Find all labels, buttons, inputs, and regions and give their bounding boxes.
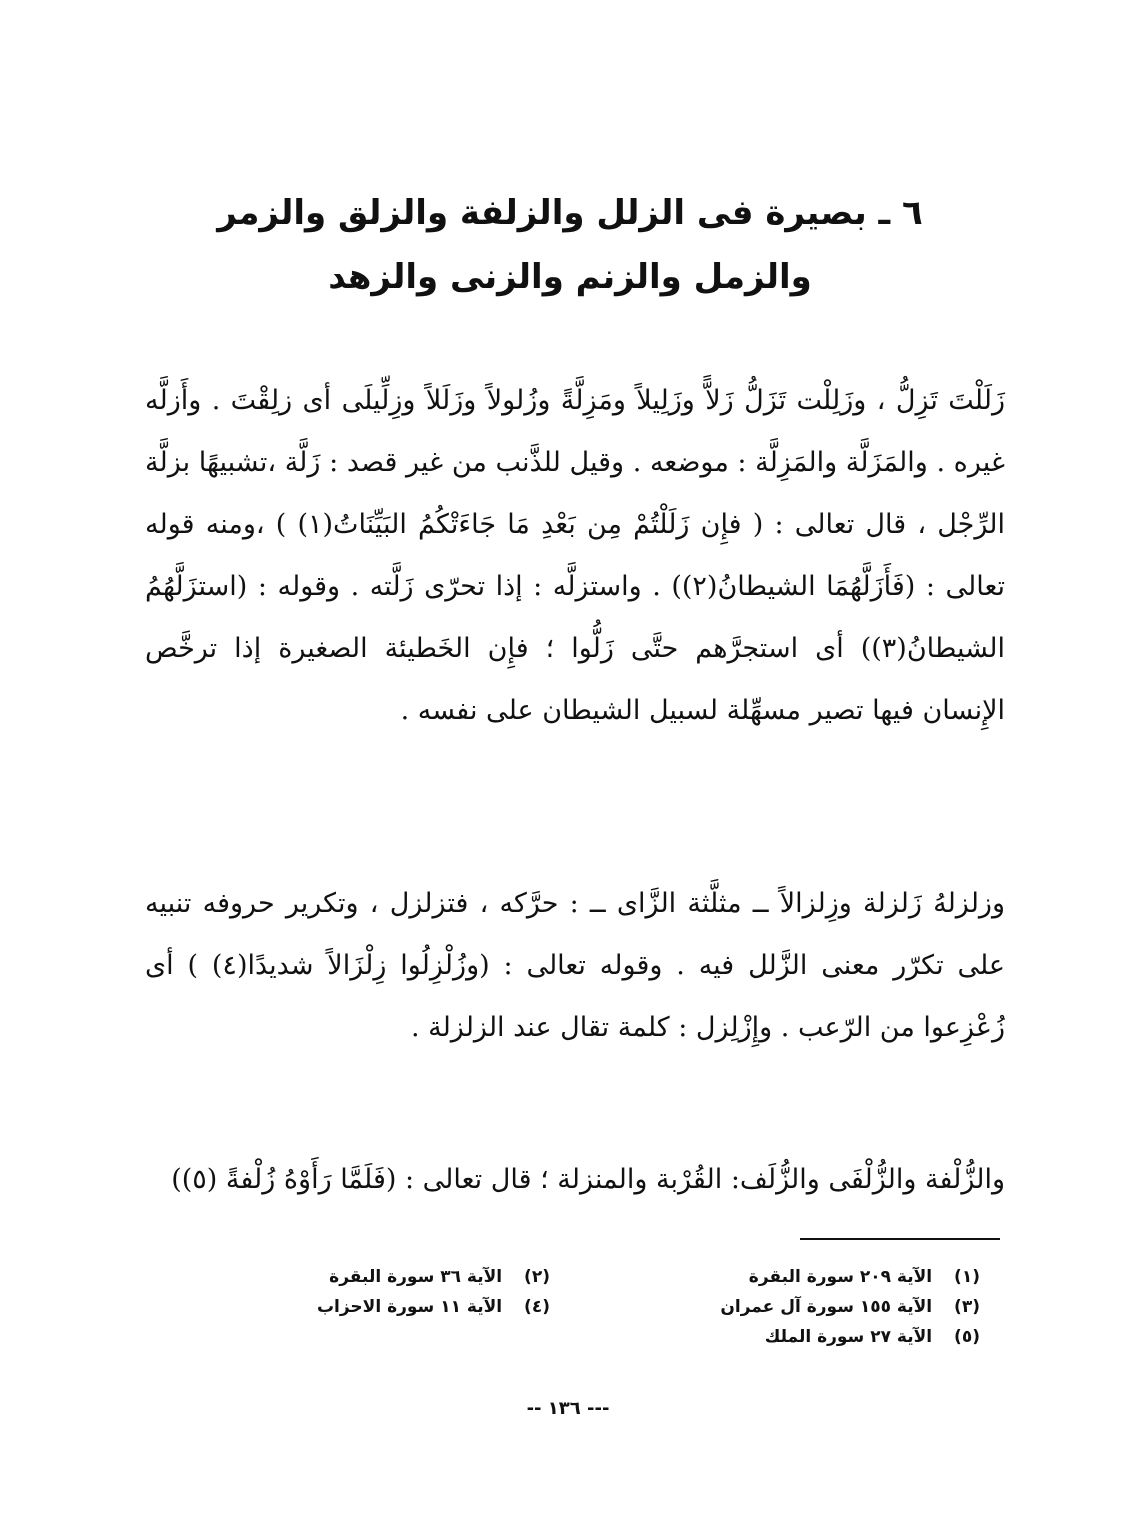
- footnotes-right-column: [660, 1262, 980, 1352]
- footnote-number: (٥): [954, 1327, 980, 1347]
- footnote-text: الآية ٣٦ سورة البقرة: [329, 1267, 503, 1287]
- footnote-4: [230, 1292, 550, 1322]
- footnote-number: (٣): [954, 1297, 980, 1317]
- section-title-line-2: والزمل والزنم والزنى والزهد: [328, 257, 812, 297]
- footnote-text: الآية ٢٠٩ سورة البقرة: [748, 1267, 933, 1287]
- footnote-number: (٤): [524, 1297, 550, 1317]
- page-number: --- ١٣٦ --: [526, 1398, 610, 1419]
- footnotes-left-column: [230, 1262, 550, 1322]
- footnote-3: [660, 1292, 980, 1322]
- paragraph-zalzala: وزلزلهُ زَلزلة وزِلزالاً ــ مثلَّثة الزَّاى ــ : حرَّكه ، فتزلزل ، وتكرير حروفه تنبيه على تكرّر معنى الزَّلل فيه . وقوله تعالى : (وزُلْزِلُوا زِلْزَالاً شديدًا(٤) ) أى زُعْزِعوا من الرّعب . وإِزْلِزل : كلمة تقال عند الزلزلة .: [145, 888, 1005, 1043]
- paragraph-zulfa: والزُّلْفة والزُّلْفَى والزُّلَف: القُرْبة والمنزلة ؛ قال تعالى : (فَلَمَّا رَأَوْهُ زُلْفةً (٥)): [171, 1164, 1005, 1195]
- footnote-number: (٢): [524, 1267, 550, 1287]
- footnote-text: الآية ١٥٥ سورة آل عمران: [720, 1297, 933, 1317]
- footnote-divider: [800, 1238, 1000, 1240]
- footnote-text: الآية ٢٧ سورة الملك: [764, 1327, 933, 1347]
- section-title-line-1: ٦ ـ بصيرة فى الزلل والزلفة والزلق والزمر: [217, 193, 923, 233]
- footnote-2: [230, 1262, 550, 1292]
- paragraph-zalal: زَلَلْتَ تَزِلُّ ، وزَلِلْت تَزَلُّ زَلاًّ وزَلِيلاً ومَزِلَّةً وزُلولاً وزَلَلاً وزِلِّيلَى أى زلِقْتَ . وأَزلَّه غيره . والمَزَلَّة والمَزِلَّة : موضعه . وقيل للذَّنب من غير قصد : زَلَّة ،تشبيهًا بزلَّة الرِّجْل ، قال تعالى : ( فإِن زَلَلْتُمْ مِن بَعْدِ مَا جَاءَتْكُمُ البَيِّنَاتُ(١) ) ،ومنه قوله تعالى : (فَأَزَلَّهُمَا الشيطانُ(٢)) . واستزلَّه : إذا تحرّى زَلَّته . وقوله : (استزَلَّهُمُ الشيطانُ(٣)) أى استجرَّهم حتَّى زَلُّوا ؛ فإِن الخَطيئة الصغيرة إذا ترخَّص الإِنسان فيها تصير مسهِّلة لسبيل الشيطان على نفسه .: [145, 385, 1005, 726]
- footnote-number: (١): [954, 1267, 980, 1287]
- footnote-text: الآية ١١ سورة الاحزاب: [316, 1297, 503, 1317]
- footnote-1: [660, 1262, 980, 1292]
- footnote-5: [660, 1322, 980, 1352]
